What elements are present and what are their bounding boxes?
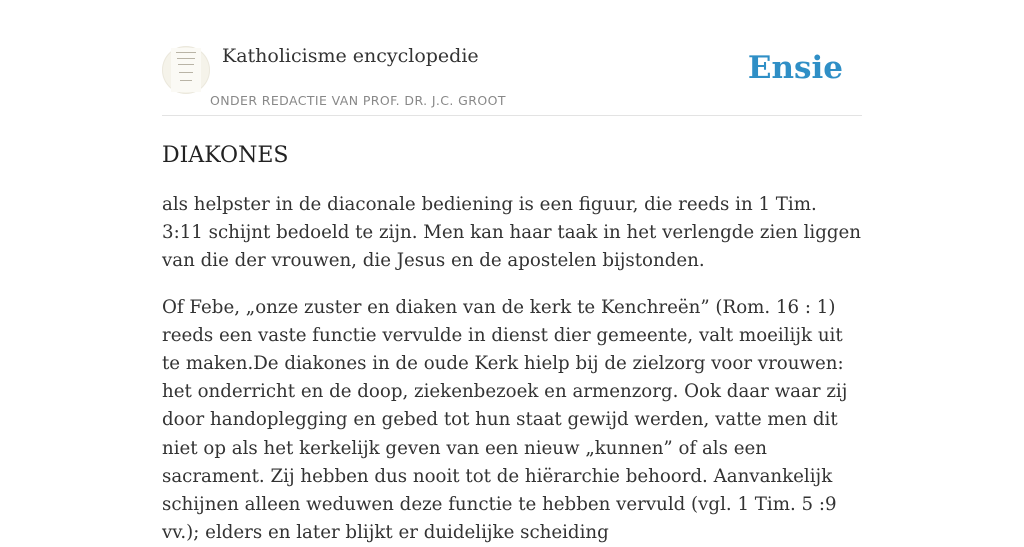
ensie-logo-link[interactable]: Ensie [747, 50, 843, 86]
entry-paragraph: Of Febe, „onze zuster en diaken van de kerk te Kenchreën” (Rom. 16 : 1) reeds een vaste functie vervulde in dienst dier gemeente, valt moeilijk uit te maken.De diakones in de oude Kerk hielp bij de zielzorg voor vrouwen: het onderricht en de doop, ziekenbezoek en armenzorg. Ook daar waar zij door handoplegging en gebed tot hun staat gewijd werden, vatte men dit niet op als het kerkelijk geven van een nieuw „kunnen” of als een sacrament. Zij hebben dus nooit tot de hiërarchie behoord. Aanvankelijk schijnen alleen weduwen deze functie te hebben vervuld (vgl. 1 Tim. 5 :9 vv.); elders en later blijkt er duidelijke scheiding [162, 296, 848, 544]
cover-text-line [179, 72, 193, 73]
entry-paragraph: als helpster in de diaconale bediening is een figuur, die reeds in 1 Tim. 3:11 schijnt bedoeld te zijn. Men kan haar taak in het verlengde zien liggen van die der vrouwen, die Jesus en de apostelen bijstonden. [162, 194, 861, 272]
book-cover-page [171, 48, 201, 92]
entry-body [162, 191, 862, 547]
entry-title: DIAKONES [162, 143, 289, 168]
page-container [162, 0, 862, 547]
book-title[interactable]: Katholicisme encyclopedie [222, 45, 479, 67]
cover-text-line [177, 58, 195, 59]
editor-credit: ONDER REDACTIE VAN PROF. DR. J.C. GROOT [210, 93, 506, 108]
header [162, 0, 862, 116]
cover-text-line [178, 64, 194, 65]
cover-text-line [176, 52, 196, 53]
cover-text-line [180, 80, 192, 81]
book-cover-thumbnail[interactable] [162, 46, 210, 94]
